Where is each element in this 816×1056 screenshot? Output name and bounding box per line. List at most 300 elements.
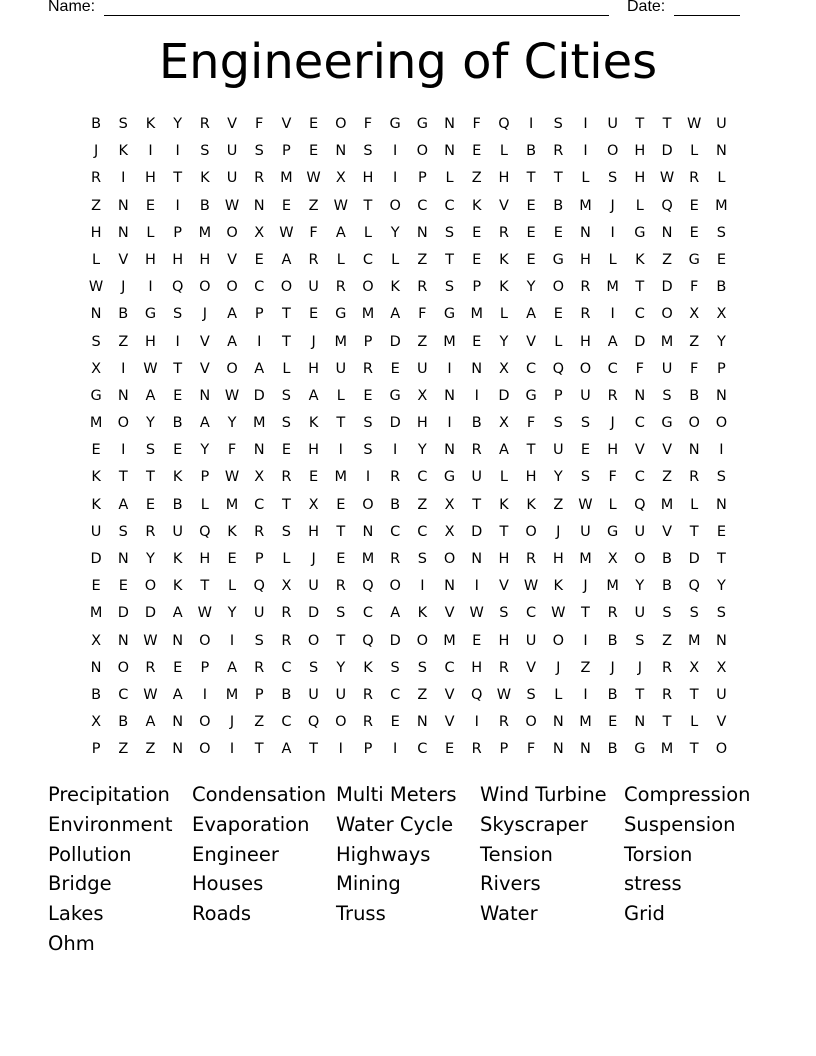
grid-cell: U [226, 170, 238, 187]
grid-cell: S [118, 523, 128, 540]
grid-cell: T [662, 116, 672, 132]
grid-cell: V [526, 333, 537, 350]
grid-cell: Q [634, 496, 646, 513]
word-bank-item: Ohm [48, 931, 95, 955]
grid-cell: X [91, 632, 102, 649]
grid-cell: W [143, 360, 158, 377]
grid-cell: H [145, 333, 156, 350]
grid-cell: M [606, 279, 619, 296]
grid-cell: D [498, 387, 510, 404]
grid-cell: G [634, 741, 646, 758]
grid-cell: S [91, 333, 101, 350]
grid-cell: O [389, 578, 401, 595]
grid-cell: T [581, 605, 590, 622]
grid-cell: X [281, 578, 292, 595]
grid-cell: K [172, 551, 183, 567]
grid-cell: Z [580, 659, 591, 676]
grid-cell: K [118, 143, 129, 160]
grid-cell: R [417, 279, 428, 296]
grid-cell: B [607, 686, 618, 703]
grid-cell: M [89, 605, 103, 622]
grid-cell: T [526, 170, 536, 187]
grid-cell: K [91, 469, 101, 486]
grid-cell: Y [146, 551, 155, 567]
grid-cell: D [661, 143, 673, 160]
grid-cell: N [172, 714, 184, 731]
grid-cell: K [526, 496, 536, 513]
grid-cell: I [474, 387, 479, 404]
grid-cell: S [308, 659, 319, 676]
grid-cell: G [389, 116, 401, 132]
grid-cell: T [472, 496, 482, 513]
grid-cell: O [226, 224, 238, 241]
grid-cell: N [253, 442, 265, 459]
grid-cell: X [716, 306, 727, 323]
grid-cell: R [362, 714, 373, 731]
grid-cell: C [254, 279, 265, 296]
grid-cell: S [281, 523, 292, 540]
grid-cell: E [363, 387, 373, 404]
grid-cell: Z [662, 469, 672, 486]
grid-cell: K [499, 496, 509, 513]
grid-cell: X [716, 659, 727, 676]
grid-cell: L [690, 496, 699, 513]
grid-cell: L [608, 251, 617, 268]
grid-cell: V [281, 116, 292, 132]
grid-cell: C [118, 686, 129, 703]
grid-cell: E [390, 714, 400, 731]
grid-cell: O [117, 659, 129, 676]
date-field-line[interactable] [674, 0, 740, 16]
grid-cell: O [199, 741, 211, 758]
grid-cell: U [335, 686, 347, 703]
grid-cell: M [579, 714, 592, 731]
grid-cell: A [145, 714, 156, 731]
grid-cell: O [715, 741, 728, 758]
grid-cell: V [118, 251, 129, 268]
grid-cell: P [173, 224, 183, 241]
grid-cell: E [309, 306, 319, 323]
grid-cell: B [199, 197, 210, 214]
grid-cell: C [417, 197, 428, 214]
grid-cell: C [390, 686, 401, 703]
grid-cell: I [447, 415, 452, 432]
grid-cell: A [145, 387, 156, 404]
grid-cell: J [610, 415, 615, 432]
grid-cell: M [579, 197, 592, 214]
grid-cell: I [528, 116, 534, 132]
grid-cell: F [255, 116, 264, 132]
grid-cell: T [689, 523, 699, 540]
grid-cell: F [608, 469, 617, 486]
grid-cell: C [254, 496, 265, 513]
grid-cell: S [580, 415, 591, 432]
grid-cell: I [202, 686, 207, 703]
grid-cell: P [254, 306, 264, 323]
grid-cell: Q [253, 578, 265, 595]
grid-cell: P [472, 279, 482, 296]
grid-cell: T [173, 170, 183, 187]
grid-cell: Q [362, 578, 374, 595]
grid-cell: N [634, 387, 646, 404]
grid-cell: D [661, 279, 673, 296]
grid-cell: R [553, 143, 564, 160]
grid-cell: I [257, 333, 262, 350]
grid-cell: G [525, 387, 537, 404]
grid-cell: U [90, 523, 102, 540]
grid-cell: E [336, 551, 346, 567]
grid-cell: M [361, 306, 375, 323]
grid-cell: G [443, 306, 456, 323]
grid-cell: V [498, 578, 509, 595]
grid-cell: A [254, 360, 265, 377]
grid-cell: O [606, 143, 619, 160]
grid-cell: X [91, 360, 102, 377]
grid-cell: I [393, 143, 398, 160]
grid-cell: Y [390, 224, 400, 241]
grid-cell: H [498, 632, 510, 649]
grid-cell: X [689, 659, 700, 676]
grid-cell: T [716, 551, 726, 567]
grid-cell: H [580, 251, 591, 268]
grid-cell: W [224, 387, 240, 404]
grid-cell: S [553, 415, 563, 432]
worksheet-header [48, 0, 748, 20]
grid-cell: O [715, 415, 728, 432]
grid-cell: E [91, 442, 101, 459]
grid-cell: E [472, 143, 482, 160]
grid-cell: W [143, 686, 158, 703]
grid-cell: E [309, 116, 319, 132]
grid-cell: V [444, 714, 455, 731]
grid-cell: I [420, 578, 425, 595]
grid-cell: D [389, 415, 401, 432]
grid-cell: M [280, 170, 293, 187]
grid-cell: N [172, 632, 184, 649]
grid-cell: L [146, 224, 155, 241]
grid-cell: G [552, 251, 564, 268]
grid-cell: M [334, 333, 348, 350]
grid-cell: W [279, 224, 294, 241]
grid-cell: R [254, 170, 265, 187]
grid-cell: S [417, 551, 427, 567]
grid-cell: P [254, 551, 264, 567]
grid-cell: R [335, 279, 346, 296]
grid-cell: S [608, 170, 618, 187]
grid-cell: A [172, 686, 183, 703]
grid-cell: F [309, 224, 318, 241]
grid-cell: N [362, 523, 374, 540]
grid-cell: H [416, 415, 428, 432]
word-bank-item: Mining [336, 872, 401, 896]
grid-cell: C [634, 306, 645, 323]
grid-cell: R [498, 714, 509, 731]
grid-cell: O [307, 632, 320, 649]
grid-cell: E [444, 741, 455, 758]
grid-cell: E [309, 469, 319, 486]
grid-cell: W [578, 496, 593, 513]
grid-cell: L [608, 496, 617, 513]
grid-cell: S [363, 143, 373, 160]
grid-cell: K [635, 251, 645, 268]
grid-cell: U [607, 116, 618, 132]
grid-cell: Z [145, 741, 156, 758]
name-field-line[interactable] [104, 0, 609, 16]
grid-cell: K [172, 578, 183, 595]
grid-cell: S [200, 143, 210, 160]
grid-cell: A [281, 251, 292, 268]
grid-cell: S [444, 279, 455, 296]
grid-cell: O [525, 523, 537, 540]
grid-cell: Z [91, 197, 102, 214]
grid-cell: M [361, 551, 375, 567]
grid-cell: M [660, 333, 674, 350]
word-bank-item: Lakes [48, 902, 104, 926]
grid-cell: L [499, 306, 508, 323]
grid-cell: U [226, 143, 238, 160]
grid-cell: F [635, 360, 645, 377]
grid-cell: C [526, 360, 537, 377]
grid-cell: H [308, 523, 320, 540]
grid-cell: Q [171, 279, 184, 296]
grid-cell: Y [173, 116, 183, 132]
grid-cell: H [607, 442, 619, 459]
grid-cell: H [552, 551, 564, 567]
grid-cell: F [363, 116, 373, 132]
grid-cell: W [659, 170, 675, 187]
grid-cell: E [281, 197, 291, 214]
word-bank-item: Suspension [624, 812, 736, 836]
grid-cell: E [281, 442, 291, 459]
grid-cell: C [362, 605, 374, 622]
grid-cell: S [336, 605, 346, 622]
grid-cell: W [551, 605, 566, 622]
grid-cell: H [471, 659, 483, 676]
grid-cell: B [662, 551, 672, 567]
page-title: Engineering of Cities [158, 34, 658, 90]
word-bank-item: Skyscraper [480, 812, 588, 836]
grid-cell: E [689, 224, 699, 241]
grid-cell: B [607, 632, 618, 649]
grid-cell: E [173, 387, 183, 404]
grid-cell: C [362, 251, 374, 268]
grid-cell: C [607, 360, 618, 377]
grid-cell: B [281, 686, 292, 703]
grid-cell: H [308, 360, 320, 377]
grid-cell: I [365, 469, 371, 486]
word-bank-item: Precipitation [48, 783, 170, 806]
grid-cell: U [661, 360, 673, 377]
grid-cell: E [336, 496, 346, 513]
grid-cell: D [117, 605, 129, 622]
grid-cell: O [362, 279, 374, 296]
grid-cell: N [90, 659, 102, 676]
grid-cell: U [308, 686, 319, 703]
grid-cell: S [281, 415, 292, 432]
grid-cell: N [688, 442, 700, 459]
grid-cell: T [499, 523, 509, 540]
grid-cell: E [173, 659, 183, 676]
grid-cell: A [227, 306, 237, 323]
grid-cell: U [552, 442, 564, 459]
grid-cell: J [637, 659, 642, 676]
grid-cell: T [336, 523, 346, 540]
grid-cell: V [227, 116, 237, 132]
grid-cell: V [634, 442, 645, 459]
grid-cell: I [393, 170, 398, 187]
grid-cell: M [660, 741, 674, 758]
grid-cell: I [229, 632, 235, 649]
name-label: Name: [48, 0, 96, 15]
grid-cell: N [444, 116, 455, 132]
word-bank-item: Houses [192, 872, 264, 896]
grid-cell: X [308, 496, 319, 513]
grid-cell: I [338, 442, 343, 459]
grid-cell: M [225, 496, 239, 513]
grid-cell: H [362, 170, 374, 187]
grid-cell: D [144, 605, 157, 622]
grid-cell: X [254, 469, 265, 486]
grid-cell: E [716, 523, 726, 540]
grid-cell: X [498, 360, 509, 377]
grid-cell: V [199, 360, 210, 377]
grid-cell: M [443, 632, 456, 649]
grid-cell: E [526, 251, 536, 268]
grid-cell: F [526, 741, 536, 758]
grid-cell: G [389, 387, 401, 404]
grid-cell: P [499, 741, 509, 758]
grid-cell: S [526, 686, 536, 703]
grid-cell: I [148, 143, 153, 160]
grid-cell: S [118, 116, 128, 132]
grid-cell: O [144, 578, 157, 595]
grid-cell: B [390, 496, 401, 513]
grid-cell: E [526, 224, 536, 241]
grid-cell: T [662, 714, 672, 731]
grid-cell: C [390, 523, 401, 540]
grid-cell: B [172, 496, 183, 513]
grid-cell: S [254, 143, 264, 160]
grid-cell: Y [499, 333, 509, 350]
grid-cell: T [281, 496, 291, 513]
grid-cell: A [526, 306, 537, 323]
grid-cell: L [282, 360, 291, 377]
grid-cell: H [498, 551, 510, 567]
word-bank-item: Environment [48, 812, 173, 836]
word-bank-item: Truss [336, 902, 386, 926]
grid-cell: W [333, 197, 348, 214]
grid-cell: S [145, 442, 156, 459]
grid-cell: N [117, 387, 129, 404]
grid-cell: M [470, 306, 483, 323]
grid-cell: M [579, 551, 592, 567]
grid-cell: S [417, 659, 427, 676]
grid-cell: W [143, 632, 158, 649]
grid-cell: N [580, 741, 591, 758]
word-bank-item: Condensation [192, 783, 327, 806]
grid-cell: G [144, 306, 157, 323]
grid-cell: P [91, 741, 101, 758]
grid-cell: V [444, 605, 455, 622]
grid-cell: E [91, 578, 101, 595]
grid-cell: V [498, 197, 509, 214]
grid-cell: K [91, 496, 101, 513]
grid-cell: O [226, 279, 238, 296]
grid-cell: A [607, 333, 618, 350]
grid-cell: N [416, 714, 428, 731]
grid-cell: C [281, 659, 292, 676]
word-bank-item: Engineer [192, 842, 279, 866]
grid-cell: J [311, 333, 316, 350]
word-bank-item: stress [624, 872, 682, 896]
grid-cell: R [145, 523, 156, 540]
grid-cell: O [117, 415, 129, 432]
grid-cell: T [635, 279, 645, 296]
grid-cell: J [610, 197, 615, 214]
grid-cell: R [471, 442, 482, 459]
grid-cell: Q [498, 116, 510, 132]
grid-cell: L [499, 469, 508, 486]
grid-cell: Q [688, 578, 700, 595]
grid-cell: C [417, 469, 428, 486]
grid-cell: R [335, 578, 346, 595]
grid-cell: R [308, 251, 319, 268]
grid-cell: I [583, 632, 588, 649]
grid-cell: K [200, 170, 210, 187]
grid-cell: Z [471, 170, 482, 187]
grid-cell: S [173, 306, 183, 323]
grid-cell: A [172, 605, 183, 622]
grid-cell: Y [146, 415, 155, 432]
grid-cell: N [172, 741, 184, 758]
grid-cell: B [118, 306, 129, 323]
grid-cell: E [118, 578, 128, 595]
grid-cell: P [417, 170, 427, 187]
grid-cell: K [172, 469, 183, 486]
grid-cell: B [662, 578, 672, 595]
grid-cell: O [362, 496, 374, 513]
grid-cell: L [717, 170, 726, 187]
grid-cell: B [91, 116, 102, 132]
grid-cell: I [474, 714, 479, 731]
grid-cell: P [282, 143, 291, 160]
grid-cell: B [172, 415, 183, 432]
grid-cell: K [145, 116, 156, 132]
grid-cell: X [689, 306, 700, 323]
grid-cell: H [90, 224, 102, 241]
grid-cell: B [471, 415, 482, 432]
grid-cell: R [281, 632, 292, 649]
grid-cell: S [689, 605, 699, 622]
grid-cell: K [471, 197, 482, 214]
grid-cell: O [661, 306, 673, 323]
grid-cell: G [634, 224, 646, 241]
grid-cell: E [553, 306, 563, 323]
grid-cell: D [389, 632, 401, 649]
grid-cell: R [580, 279, 591, 296]
grid-cell: R [580, 306, 591, 323]
grid-cell: I [175, 197, 180, 214]
grid-cell: V [662, 442, 672, 459]
grid-cell: L [336, 251, 345, 268]
grid-cell: H [172, 251, 184, 268]
grid-cell: N [90, 306, 102, 323]
grid-cell: M [687, 632, 701, 649]
grid-cell: V [662, 523, 672, 540]
grid-cell: N [444, 387, 455, 404]
grid-cell: O [199, 279, 211, 296]
grid-cell: G [607, 523, 619, 540]
